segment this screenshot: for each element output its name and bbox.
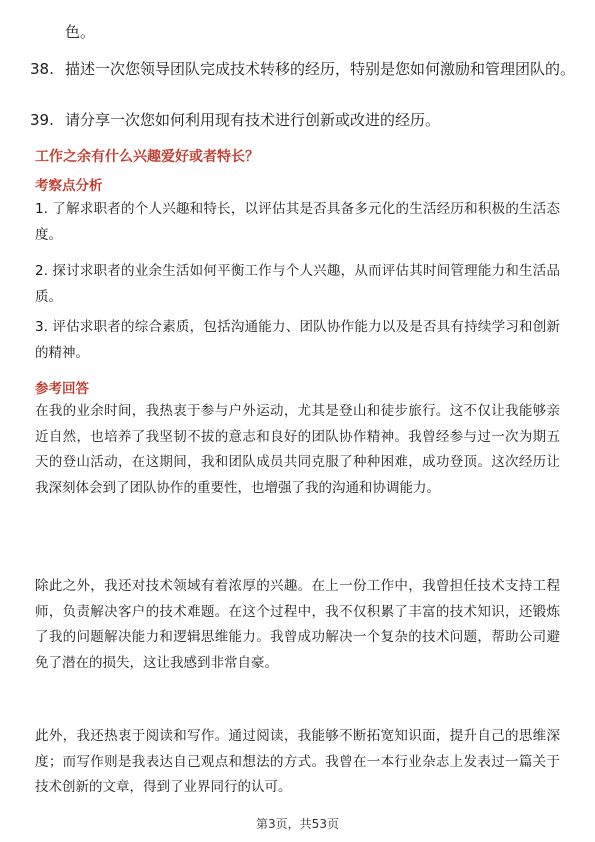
page-number-footer: 第3页，共53页 (256, 817, 339, 831)
analysis-item: 3. 评估求职者的综合素质，包括沟通能力、团队协作能力以及是否具有持续学习和创新的精神。 (35, 319, 560, 361)
section-question-heading: 工作之余有什么兴趣爱好或者特长？ (35, 149, 259, 165)
answer-paragraph: 除此之外，我还对技术领域有着浓厚的兴趣。在上一份工作中，我曾担任技术支持工程师，负责解决客户的技术难题。在这个过程中，我不仅积累了丰富的技术知识，还锻炼了我的问题解决能力和逻辑思维能力。我曾成功解决一个复杂的技术问题，帮助公司避免了潜在的损失，这让我感到非常自豪。 (35, 578, 560, 671)
analysis-item: 2. 探讨求职者的业余生活如何平衡工作与个人兴趣，从而评估其时间管理能力和生活品质。 (35, 263, 560, 305)
question-number: 39. (30, 111, 54, 129)
analysis-heading: 考察点分析 (35, 178, 103, 194)
question-number: 38. (30, 60, 54, 78)
answer-heading: 参考回答 (35, 381, 89, 397)
question-item (30, 108, 575, 132)
answer-paragraph: 在我的业余时间，我热衷于参与户外运动，尤其是登山和徒步旅行。这不仅让我能够亲近自然，也培养了我坚韧不拔的意志和良好的团队协作精神。我曾经参与过一次为期五天的登山活动，在这期间，我和团队成员共同克服了种种困难，成功登顶。这次经历让我深刻体会到了团队协作的重要性，也增强了我的沟通和协调能力。 (35, 403, 560, 496)
question-text: 请分享一次您如何利用现有技术进行创新或改进的经历。 (65, 111, 441, 129)
analysis-item: 1. 了解求职者的个人兴趣和特长，以评估其是否具备多元化的生活经历和积极的生活态度。 (35, 201, 560, 243)
continuation-text: 色。 (65, 23, 96, 41)
question-text: 描述一次您领导团队完成技术转移的经历，特别是您如何激励和管理团队的。 (65, 60, 576, 78)
answer-paragraph: 此外，我还热衷于阅读和写作。通过阅读，我能够不断拓宽知识面，提升自己的思维深度；而写作则是我表达自己观点和想法的方式。我曾在一本行业杂志上发表过一篇关于技术创新的文章，得到了业界同行的认可。 (35, 728, 560, 795)
question-item (30, 57, 575, 81)
